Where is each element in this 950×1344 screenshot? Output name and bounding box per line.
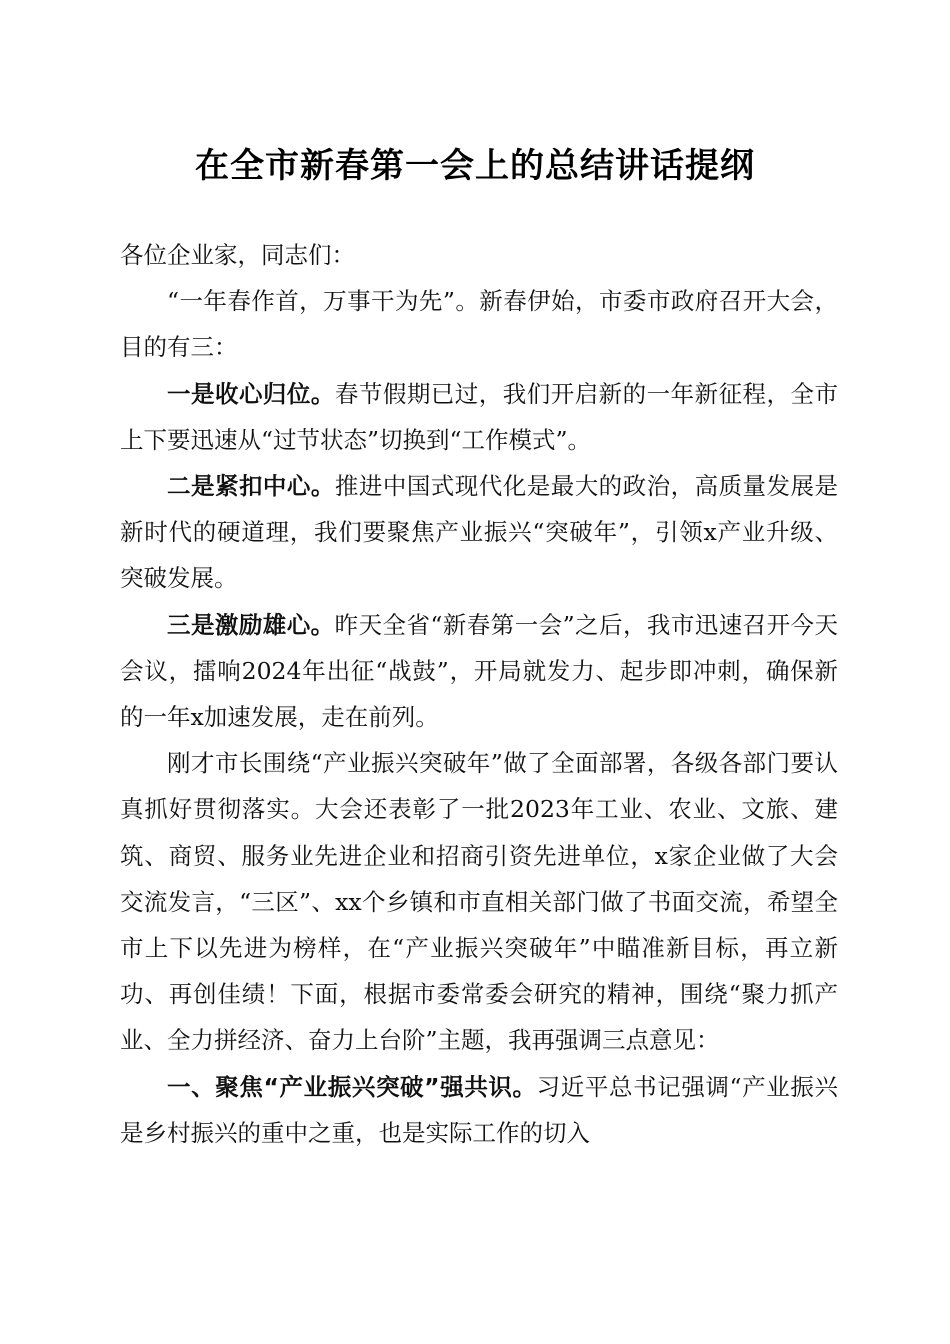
point-lead-1: 一是收心归位。 [167, 379, 335, 408]
summary-paragraph: 刚才市长围绕“产业振兴突破年”做了全面部署，各级各部门要认真抓好贯彻落实。大会还表彰了一批2023年工业、农业、文旅、建筑、商贸、服务业先进企业和招商引资先进单位，x家企业做了大会交流发言，“三区”、xx个乡镇和市直相关部门做了书面交流，希望全市上下以先进为榜样，在“产业振兴突破年”中瞄准新目标，再立新功、再创佳绩！下面，根据市委常委会研究的精神，围绕“聚力抓产业、全力拼经济、奋力上台阶”主题，我再强调三点意见： [120, 749, 838, 1055]
point-paragraph-2 [120, 463, 838, 602]
point-lead-2: 二是紧扣中心。 [167, 472, 335, 501]
point-paragraph-3 [120, 602, 838, 741]
salutation: 各位企业家，同志们： [120, 241, 355, 269]
document-title: 在全市新春第一会上的总结讲话提纲 [195, 146, 755, 186]
document-body [120, 232, 838, 1156]
point-text-3: 昨天全省“新春第一会”之后，我市迅速召开今天会议，擂响2024年出征“战鼓”，开局就发力、起步即冲刺，确保新的一年x加速发展，走在前列。 [120, 610, 839, 732]
section-1-text: 习近平总书记强调“产业振兴是乡村振兴的重中之重，也是实际工作的切入 [120, 1072, 839, 1147]
point-paragraph-1 [120, 371, 838, 463]
point-text-1: 春节假期已过，我们开启新的一年新征程，全市上下要迅速从“过节状态”切换到“工作模式”。 [120, 379, 839, 454]
section-1-heading: 一、聚焦“产业振兴突破”强共识。 [167, 1072, 537, 1101]
point-lead-3: 三是激励雄心。 [167, 610, 335, 639]
point-text-2: 推进中国式现代化是最大的政治，高质量发展是新时代的硬道理，我们要聚焦产业振兴“突破年”，引领x产业升级、突破发展。 [120, 472, 839, 593]
intro-paragraph: “一年春作首，万事干为先”。新春伊始，市委市政府召开大会，目的有三： [120, 287, 838, 362]
section-1-paragraph [120, 1064, 838, 1156]
